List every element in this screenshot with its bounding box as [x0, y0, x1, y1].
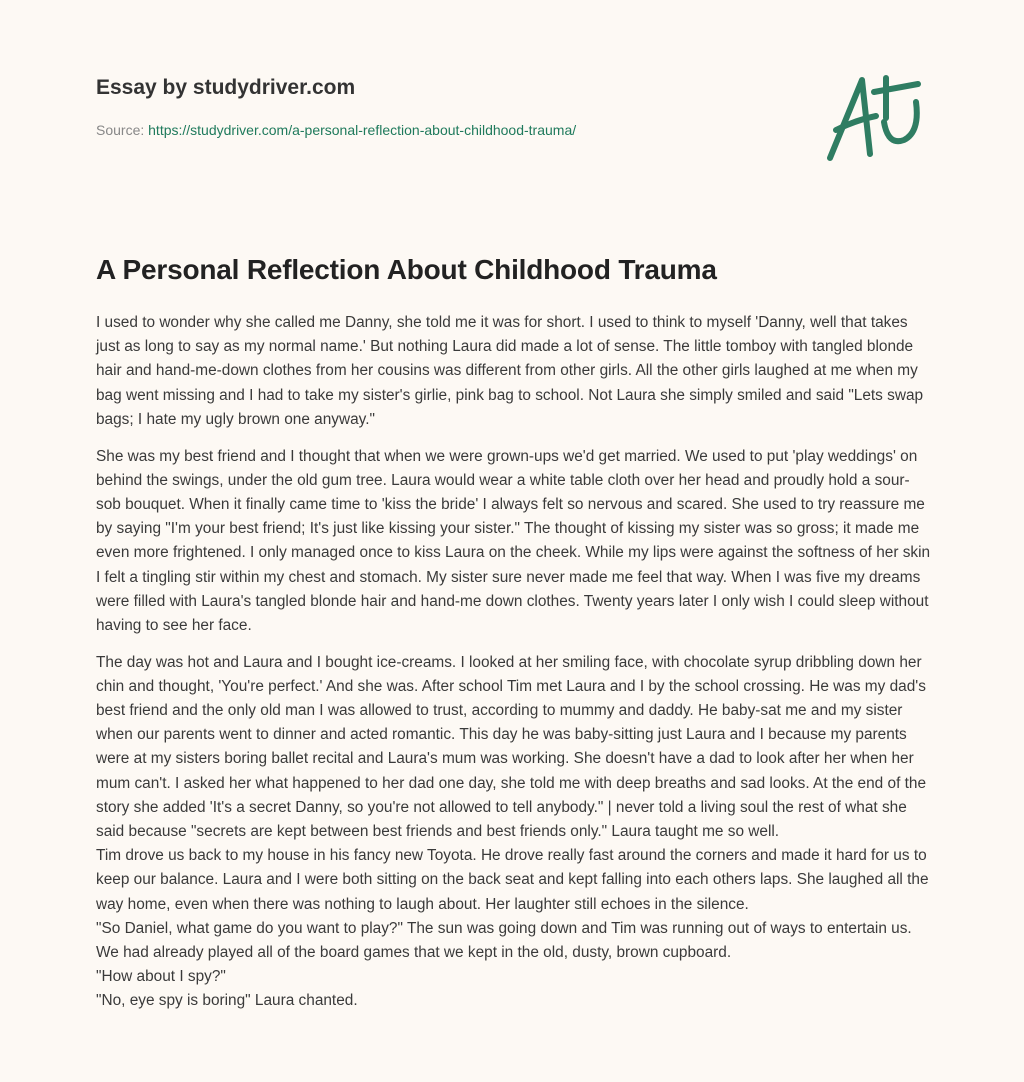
essay-paragraph [96, 311, 934, 432]
source-line [96, 122, 576, 138]
essay-title: A Personal Reflection About Childhood Trauma [96, 254, 717, 285]
paragraph-text: The day was hot and Laura and I bought ice-creams. I looked at her smiling face, with chocolate syrup dribbling down her chin and thought, 'You're perfect.' And she was. After school Tim met Laura and I by the school crossing. He was my dad's best friend and the only old man I was allowed to trust, according to mummy and daddy. He baby-sat me and my sister when our parents went to dinner and acted romantic. This day he was baby-sitting just Laura and I because my parents were at my sisters boring ballet recital and Laura's mum was working. She doesn't have a dad to look after her when her mum can't. I asked her what happened to her dad one day, she told me with deep breaths and sad looks. At the end of the story she added 'It's a secret Danny, so you're not allowed to tell anybody." | never told a living soul the rest of what she said because "secrets are kept between best friends and best friends only." Laura taught me so well. [96, 653, 927, 841]
site-brand: Essay by studydriver.com [96, 76, 356, 99]
a-plus-logo-icon [818, 66, 928, 166]
dialogue-line: "How about I spy?" [96, 968, 226, 986]
essay-paragraph [96, 651, 934, 1014]
site-header [96, 76, 576, 138]
paragraph-text: She was my best friend and I thought that when we were grown-ups we'd get married. We used to put 'play weddings' on behind the swings, under the old gum tree. Laura would wear a white table cloth over her head and proudly hold a sour-sob bouquet. When it finally came time to 'kiss the bride' I always felt so nervous and scared. She used to try reassure me by saying "I'm your best friend; It's just like kissing your sister." The thought of kissing my sister was so gross; it made me even more frightened. I only managed once to kiss Laura on the cheek. While my lips were against the softness of her skin I felt a tingling stir within my chest and stomach. My sister sure never made me feel that way. When I was five my dreams were filled with Laura's tangled blonde hair and hand-me down clothes. Twenty years later I only wish I could sleep without having to see her face. [96, 447, 931, 634]
paragraph-text: "So Daniel, what game do you want to play?" The sun was going down and Tim was running out of ways to entertain us. We had already played all of the board games that we kept in the old, dusty, brown cupboard. [96, 919, 912, 962]
essay-body [96, 311, 934, 1026]
paragraph-text: Tim drove us back to my house in his fancy new Toyota. He drove really fast around the corners and made it hard for us to keep our balance. Laura and I were both sitting on the back seat and kept falling into each others laps. She laughed all the way home, even when there was nothing to laugh about. Her laughter still echoes in the silence. [96, 847, 929, 913]
source-label: Source: [96, 122, 145, 138]
dialogue-line: "No, eye spy is boring" Laura chanted. [96, 992, 358, 1010]
essay-paragraph [96, 445, 934, 639]
paragraph-text: I used to wonder why she called me Danny, she told me it was for short. I used to think to myself 'Danny, well that takes just as long to say as my normal name.' But nothing Laura did made a lot of sense. The little tomboy with tangled blonde hair and hand-me-down clothes from her cousins was different from other girls. All the other girls laughed at me when my bag went missing and I had to take my sister's girlie, pink bag to school. Not Laura she simply smiled and said "Lets swap bags; I hate my ugly brown one anyway." [96, 314, 924, 428]
source-link[interactable]: https://studydriver.com/a-personal-reflection-about-childhood-trauma/ [148, 122, 577, 138]
